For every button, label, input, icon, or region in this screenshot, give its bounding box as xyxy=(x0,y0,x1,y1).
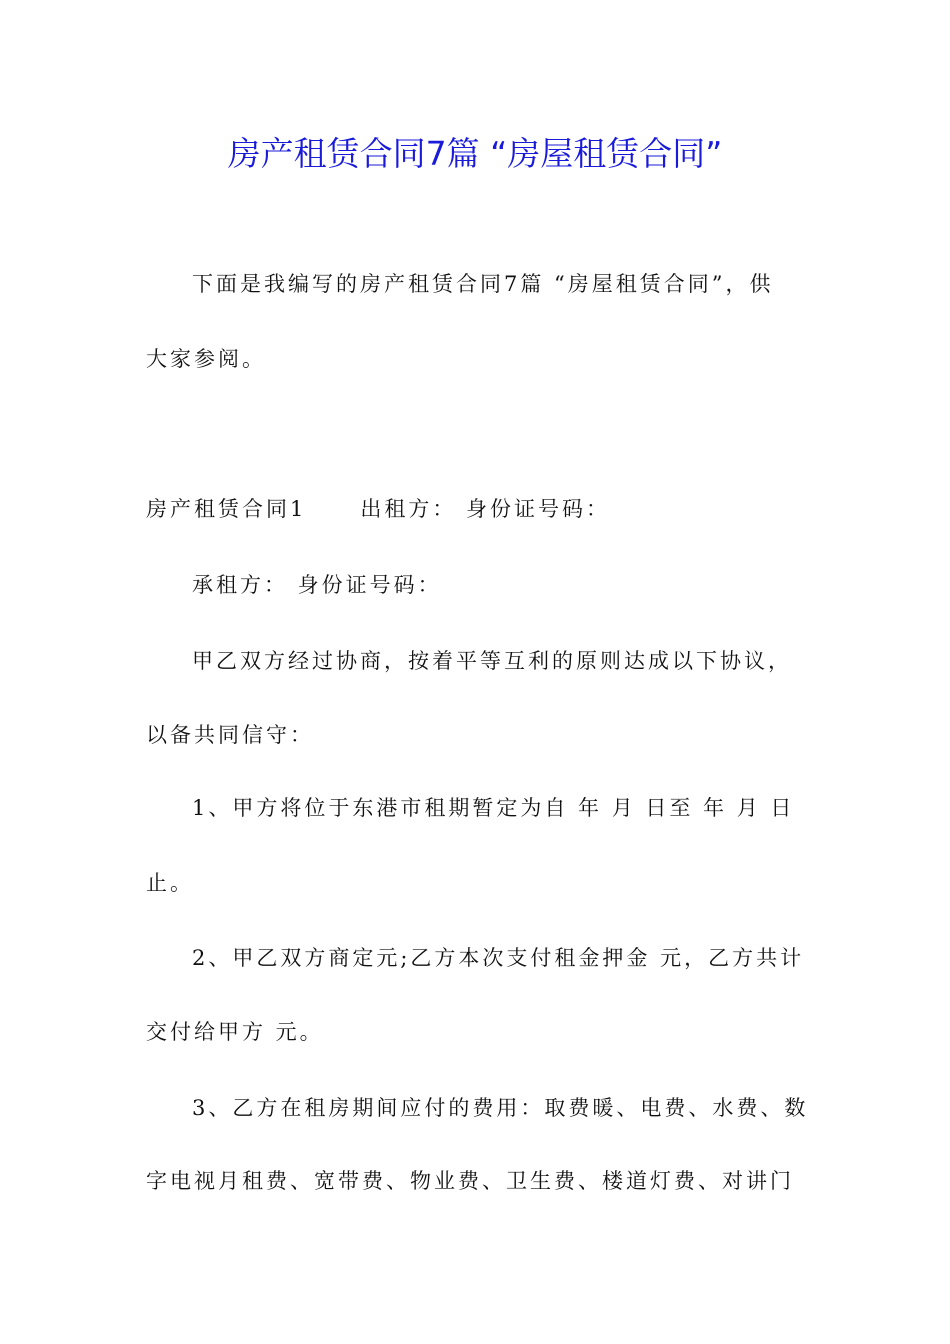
lessor-line: 出租方： 身份证号码： xyxy=(360,497,611,521)
clause-2-line-2: 交付给甲方 元。 xyxy=(146,1020,324,1044)
section-heading-line xyxy=(146,494,610,524)
document-title: 房产租赁合同7篇 “房屋租赁合同” xyxy=(227,134,723,173)
agreement-line-1: 甲乙双方经过协商，按着平等互利的原则达成以下协议， xyxy=(192,649,792,673)
intro-line-1: 下面是我编写的房产租赁合同7篇 “房屋租赁合同”，供 xyxy=(192,272,774,296)
clause-3-line-1: 3、乙方在租房期间应付的费用：取费暖、电费、水费、数 xyxy=(192,1096,809,1120)
clause-3-line-2: 字电视月租费、宽带费、物业费、卫生费、楼道灯费、对讲门 xyxy=(146,1169,794,1193)
lessee-line: 承租方： 身份证号码： xyxy=(192,573,442,597)
agreement-line-2: 以备共同信守： xyxy=(146,723,314,747)
section-heading: 房产租赁合同1 xyxy=(146,497,307,521)
clause-2-line-1: 2、甲乙双方商定元;乙方本次支付租金押金 元，乙方共计 xyxy=(192,946,805,970)
clause-1-line-2: 止。 xyxy=(146,871,194,895)
clause-1-line-1: 1、甲方将位于东港市租期暂定为自 年 月 日至 年 月 日 xyxy=(192,796,795,820)
intro-line-2: 大家参阅。 xyxy=(146,347,266,371)
